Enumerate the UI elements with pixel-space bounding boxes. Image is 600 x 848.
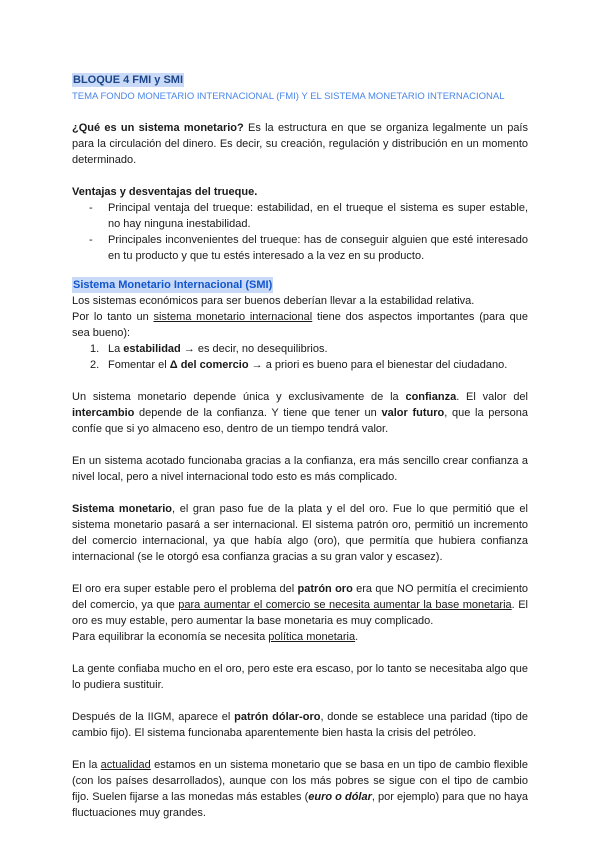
list-item: - Principales inconvenientes del trueque: has de conseguir alguien que esté interesado en tu producto y que tu estés interesado a la vez en su producto.: [72, 232, 528, 264]
block-title: [72, 72, 528, 88]
list-item-bold: estabilidad: [123, 343, 181, 355]
document-content: [72, 72, 528, 821]
smi-line-2-a: Por lo tanto un: [72, 311, 154, 323]
list-item: [72, 341, 528, 357]
text-run: . El oro es muy estable, pero aumentar la base monetaria es muy complicado.: [72, 599, 528, 627]
text-run: era que NO permitía el crecimiento del comercio, ya que: [72, 583, 529, 611]
bold-run: confianza: [405, 391, 457, 403]
text-run: , que la persona confíe que si yo almaceno eso, dentro de un tiempo tendrá valor.: [72, 407, 529, 435]
intro-answer: Es la estructura en que se organiza legalmente un país para la circulación del dinero. Es decir, su creación, regulación y distribución en un momento determinado.: [72, 122, 528, 166]
text-run: , donde se establece una paridad (tipo de cambio fijo). El sistema funcionaba aparentemente bien hasta la crisis del petróleo.: [72, 711, 529, 739]
underline-run: para aumentar el comercio se necesita aumentar la base monetaria: [178, 599, 512, 611]
trueque-heading: [72, 184, 528, 200]
list-item: - Principal ventaja del trueque: estabilidad, en el trueque el sistema es super estable, no hay ninguna inestabilidad.: [72, 200, 528, 232]
bold-run: patrón oro: [297, 583, 353, 595]
underline-run: actualidad: [100, 759, 151, 771]
text-run: estamos en un sistema monetario que se basa en un tipo de cambio flexible (con los países desarrollados), aunque con los más pobres se sigue con el tipo de cambio fijo. Suelen fijarse a las monedas más estables (: [72, 759, 528, 803]
topic-subtitle: TEMA FONDO MONETARIO INTERNACIONAL (FMI) Y EL SISTEMA MONETARIO INTERNACIONAL: [72, 91, 505, 102]
list-item-post: → a priori es bueno para el bienestar del ciudadano.: [248, 359, 508, 371]
bold-italic-run: euro o dólar: [308, 791, 372, 803]
trueque-list: [72, 200, 528, 264]
acotado-paragraph: En un sistema acotado funcionaba gracias a la confianza, era más sencillo crear confianza a nivel local, pero a nivel internacional todo esto es más complicado.: [72, 455, 528, 483]
oro-paragraph: [72, 581, 528, 629]
list-item-pre: Fomentar el: [108, 359, 170, 371]
actualidad-paragraph: [72, 757, 528, 821]
confianza-paragraph: [72, 389, 528, 437]
smi-line-1: Los sistemas económicos para ser buenos deberían llevar a la estabilidad relativa.: [72, 295, 475, 307]
gente-paragraph: La gente confiaba mucho en el oro, pero este era escaso, por lo tanto se necesitaba algo que lo pudiera sustituir.: [72, 663, 528, 691]
smi-line-2-underline: sistema monetario internacional: [153, 311, 313, 323]
text-run: . El valor del: [456, 391, 528, 403]
bold-run: intercambio: [72, 407, 135, 419]
trueque-heading-text: Ventajas y desventajas del trueque.: [72, 186, 258, 198]
text-run: , por ejemplo) para que no haya fluctuaciones muy grandes.: [72, 791, 528, 819]
text-run: depende de la confianza. Y tiene que tener un: [134, 407, 382, 419]
list-item-post: → es decir, no desequilibrios.: [180, 343, 328, 355]
bold-run: Sistema monetario: [72, 503, 173, 515]
list-item-pre: La: [108, 343, 124, 355]
smi-aspects-list: [72, 341, 528, 373]
smi-heading: [72, 277, 528, 293]
oro-paragraph-2: [72, 629, 528, 645]
block-title-text: BLOQUE 4 FMI y SMI: [73, 74, 184, 86]
list-item: [72, 357, 528, 373]
list-item-bold: Δ del comercio: [169, 359, 249, 371]
text-run: El oro era super estable pero el problema del: [72, 583, 298, 595]
smi-line-2: [72, 309, 528, 341]
sistema-paragraph: [72, 501, 528, 565]
bold-run: patrón dólar-oro: [234, 711, 321, 723]
list-number: 1.: [90, 343, 100, 355]
smi-heading-text: Sistema Monetario Internacional (SMI): [73, 279, 273, 291]
list-number: 2.: [90, 359, 100, 371]
underline-run: política monetaria: [268, 631, 356, 643]
intro-paragraph: [72, 120, 528, 168]
text-run: .: [355, 631, 359, 643]
text-run: Un sistema monetario depende única y exclusivamente de la: [72, 391, 406, 403]
text-run: Después de la IIGM, aparece el: [72, 711, 235, 723]
bold-run: valor futuro: [381, 407, 445, 419]
intro-question: ¿Qué es un sistema monetario?: [72, 122, 244, 134]
iigm-paragraph: [72, 709, 528, 741]
text-run: Para equilibrar la economía se necesita: [72, 631, 269, 643]
text-run: En la: [72, 759, 101, 771]
text-run: , el gran paso fue de la plata y el del oro. Fue lo que permitió que el sistema monetario pasará a ser internacional. El sistema patrón oro, permitió un incremento del comercio internacional, ya que había algo (oro), que permitía que hubiera confianza internacional (se le otorgó esa confianza gracias a su gran valor y escasez).: [72, 503, 528, 563]
smi-line-2-b: tiene dos aspectos importantes (para que sea bueno):: [72, 311, 528, 339]
